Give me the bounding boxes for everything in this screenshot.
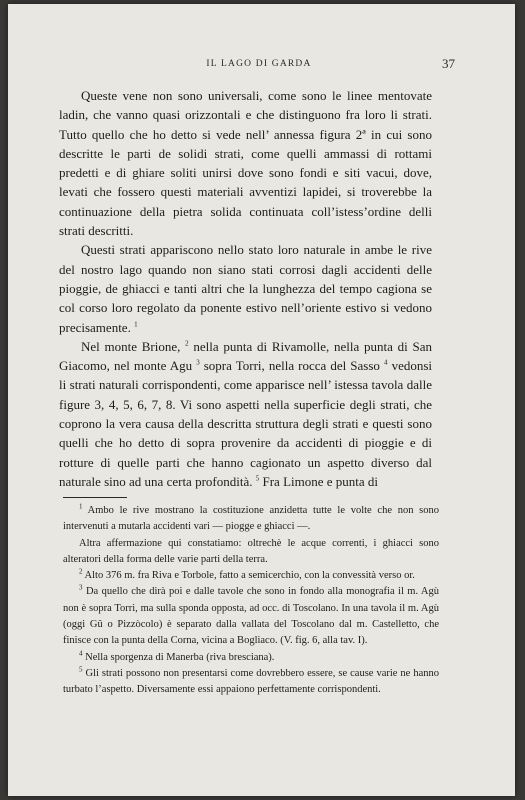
footnote-4-text: Nella sporgenza di Manerba (riva bresciana).: [85, 651, 275, 663]
page-header: [63, 56, 455, 79]
footnote-4: [63, 650, 439, 666]
footnote-ref-2: 2: [185, 339, 189, 348]
book-page: [8, 4, 515, 796]
footnote-2: [63, 568, 439, 584]
page-number: 37: [442, 56, 455, 71]
paragraph-3-part-e: Fra Limone e punta di: [262, 473, 379, 489]
footnote-1: [63, 503, 439, 536]
footnote-5-number: 5: [79, 665, 83, 674]
running-title: IL LAGO DI GARDA: [206, 59, 312, 69]
footnote-1-text: Ambo le rive mostrano la costituzione anzidetta tutte le volte che non sono intervenuti a mutarla accidenti vari — piogge e ghiacci —.: [63, 505, 439, 533]
footnote-2-number: 2: [79, 567, 83, 576]
footnote-5-text: Gli strati possono non presentarsi come dovrebbero essere, se cause varie ne hanno turbato l’aspetto. Diversamente essi appaiono perfettamente corrispondenti.: [63, 667, 439, 696]
paragraph-3-part-b: nella punta di Rivamolle, nella punta di San Giacomo, nel monte Agu: [59, 338, 433, 374]
footnote-5: [63, 666, 439, 699]
paragraph-3-part-c: sopra Torri, nella rocca del Sasso: [203, 358, 380, 374]
footnote-ref-3: 3: [196, 358, 200, 367]
paragraph-2-text: Questi strati appariscono nello stato loro naturale in ambe le rive del nostro lago quando non siano stati corrosi dagli accidenti delle pioggie, de ghiacci e tanti altri che la lunghezza del tempo cagiona se col corso loro regolato da ponente estivo nell’oriente estivo si vedono precisamente.: [59, 242, 432, 335]
footnote-4-number: 4: [79, 649, 83, 658]
footnote-1-number: 1: [79, 502, 83, 511]
paragraph-2: [59, 240, 432, 336]
footnote-1-continuation: Altra affermazione qui constatiamo: oltrechè le acque correnti, i ghiacci sono alteratori della forma delle varie parti della terra.: [63, 537, 439, 565]
body-text: [59, 86, 432, 491]
footnote-3: [63, 584, 439, 649]
paragraph-1: Queste vene non sono universali, come sono le linee mentovate ladin, che vanno quasi orizzontali e che distinguono fra loro li strati. Tutto quello che ho detto si vede nell’ annessa figura 2ª in cui sono descritte le parti de solidi strati, come quelli ammassi di rottami predetti e di ghiare soliti unirsi dove sono fondi e siti vacui, dove, levati che fossero questi materiali avventizi lapidei, si troverebbe la continuazione della pietra solida continuata coll’istess’ordine delli strati descritti.: [59, 88, 432, 239]
footnotes: [63, 503, 439, 699]
footnote-3-number: 3: [79, 583, 83, 592]
footnote-ref-1: 1: [134, 320, 138, 329]
footnote-3-text: Da quello che dirà poi e dalle tavole che sono in fondo alla monografia il m. Agù non è sopra Torri, ma sulla sponda opposta, ad occ. di Toscolano. In una tavola il m. Agù (oggi Gû o Pizzòcolo) è separato dalla vallata del Toscolano dal m. Castelletto, che finisce con la punta della Corna, vicina a Bogliaco. (V. fig. 6, alla tav. I).: [63, 586, 440, 647]
footnote-rule: [63, 497, 127, 498]
paragraph-3-part-a: Nel monte Brione,: [81, 338, 181, 354]
footnote-ref-5: 5: [255, 474, 260, 483]
footnote-2-text: Alto 376 m. fra Riva e Torbole, fatto a semicerchio, con la convessità verso or.: [84, 570, 415, 582]
footnote-ref-4: 4: [384, 358, 388, 367]
paragraph-3-part-d: vedonsi li strati naturali corrispondenti, come apparisce nell’ istessa tavola dalle figure 3, 4, 5, 6, 7, 8. Vi sono aspetti nella superficie degli strati, che coprono la vera causa della descritta struttura degli strati e questi sono quelli che ho detto di sopra provenire da accidenti di pioggie e di rotture di quelle parti che hanno cagionato un aspetto diverso dal naturale sino ad una certa profondità.: [59, 358, 433, 489]
paragraph-3: [59, 337, 432, 491]
